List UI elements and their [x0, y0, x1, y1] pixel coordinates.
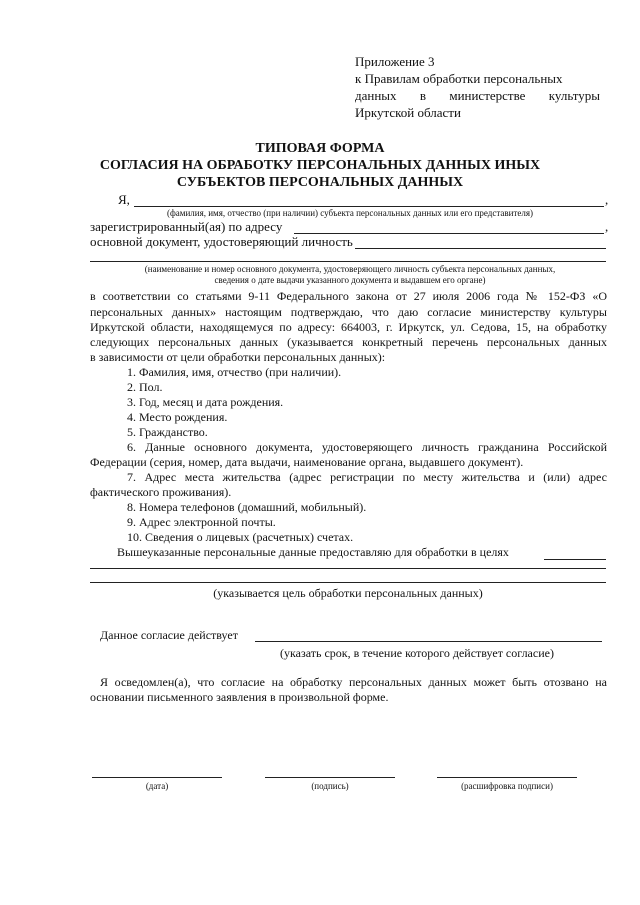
body-line-3: Иркутской области, находящемуся по адресу: 664003, г. Иркутск, ул. Седова, 15, на обработку	[90, 320, 607, 334]
purpose-hint: (указывается цель обработки персональных данных)	[213, 586, 483, 600]
transcript-field-line[interactable]	[437, 777, 577, 778]
document-field-line-2[interactable]	[90, 261, 606, 262]
notice-line-1: Я осведомлен(а), что согласие на обработку персональных данных может быть отозвано на	[100, 675, 607, 689]
list-item-continued: Федерации (серия, номер, дата выдачи, наименование органа, выдавшего документ).	[90, 455, 524, 469]
validity-label: Данное согласие действует	[100, 628, 238, 642]
form-title-line-3: СУБЪЕКТОВ ПЕРСОНАЛЬНЫХ ДАННЫХ	[176, 175, 464, 190]
date-label: (дата)	[145, 781, 169, 791]
form-title-line-2: СОГЛАСИЯ НА ОБРАБОТКУ ПЕРСОНАЛЬНЫХ ДАННЫХ ИНЫХ	[99, 158, 541, 173]
body-line-4: следующих персональных данных (указывается конкретный перечень персональных данных	[90, 335, 607, 349]
list-item: 5. Гражданство.	[127, 425, 208, 439]
document-hint: (наименование и номер основного документа, удостоверяющего личность субъекта персональных данных,	[144, 264, 556, 274]
list-item: 1. Фамилия, имя, отчество (при наличии).	[127, 365, 342, 379]
notice-line-2: основании письменного заявления в произвольной форме.	[90, 690, 389, 704]
body-line-5: в зависимости от цели обработки персональных данных):	[90, 350, 386, 364]
appendix-title: Приложение 3	[355, 54, 435, 69]
appendix-line-2: к Правилам обработки персональных	[355, 71, 563, 86]
document-field-line[interactable]	[355, 248, 606, 249]
purpose-field-line-2[interactable]	[90, 568, 606, 569]
consent-form-page: Приложение 3 к Правилам обработки персональных данных в министерстве культуры Иркутской области ТИПОВАЯ ФОРМА СОГЛАСИЯ НА ОБРАБОТКУ ПЕРСОНАЛЬНЫХ ДАННЫХ ИНЫХ СУБЪЕКТОВ ПЕРСОНАЛЬНЫХ ДАННЫХ Я, , (фамилия, имя, отчество (при наличии) субъекта персональных данных или его представителя) зарегистрированный(ая) по адресу , основной документ, удостоверяющий личность (наименование и номер основного документа, удостоверяющего личность субъекта персональных данных, сведения о дате выдачи указанного документа и выдавшем его органе) в соответствии со статьями 9-11 Федерального закона от 27 июля 2006 года № 152-ФЗ «О персональных данных» настоящим подтверждаю, что даю согласие министерству культуры Иркутской области, находящемуся по адресу: 664003, г. Иркутск, ул. Седова, 15, на обработку следующих персональных данных (указывается конкретный перечень персональных данных в зависимости от цели обработки персональных данных): 1. Фамилия, имя, отчество (при наличии). 2. Пол. 3. Год, месяц и дата рождения. 4. Место рождения. 5. Гражданство. 6. Данные основного документа, удостоверяющего личность гражданина Российской Федерации (серия, номер, дата выдачи, наименование органа, выдавшего документ). 7. Адрес места жительства (адрес регистрации по месту жительства и (или) адрес фактического проживания). 8. Номера телефонов (домашний, мобильный). 9. Адрес электронной почты. 10. Сведения о лицевых (расчетных) счетах. Вышеуказанные персональные данные предоставляю для обработки в целях (указывается цель обработки персональных данных) Данное согласие действует (указать срок, в течение которого действует согласие) Я осведомлен(а), что согласие на обработку персональных данных может быть отозвано на основании письменного заявления в произвольной форме. (дата) (подпись) (расшифровка подписи)	[0, 0, 640, 905]
document-label: основной документ, удостоверяющий личность	[90, 234, 353, 249]
list-item: 6. Данные основного документа, удостоверяющего личность гражданина Российской	[127, 440, 607, 454]
ya-label: Я,	[118, 192, 130, 207]
signature-field-line[interactable]	[265, 777, 395, 778]
purpose-label: Вышеуказанные персональные данные предоставляю для обработки в целях	[117, 545, 509, 559]
list-item: 4. Место рождения.	[127, 410, 228, 424]
signature-label: (подпись)	[311, 781, 349, 791]
transcript-label: (расшифровка подписи)	[461, 781, 553, 791]
list-item: 8. Номера телефонов (домашний, мобильный).	[127, 500, 367, 514]
list-item: 2. Пол.	[127, 380, 163, 394]
form-title: ТИПОВАЯ ФОРМА	[255, 141, 385, 156]
list-item-continued: фактического проживания).	[90, 485, 232, 499]
fio-hint: (фамилия, имя, отчество (при наличии) субъекта персональных данных или его представителя)	[166, 208, 534, 218]
list-item: 10. Сведения о лицевых (расчетных) счетах.	[127, 530, 354, 544]
body-line-1: в соответствии со статьями 9-11 Федерального закона от 27 июля 2006 года № 152-ФЗ «О	[90, 289, 607, 303]
list-item: 9. Адрес электронной почты.	[127, 515, 276, 529]
date-field-line[interactable]	[92, 777, 222, 778]
appendix-line-3: данных в министерстве культуры	[355, 88, 600, 103]
list-item: 7. Адрес места жительства (адрес регистрации по месту жительства и (или) адрес	[127, 470, 607, 484]
registered-label: зарегистрированный(ая) по адресу	[90, 219, 283, 234]
purpose-field-line[interactable]	[544, 559, 606, 560]
validity-field-line[interactable]	[255, 641, 602, 642]
purpose-field-line-3[interactable]	[90, 582, 606, 583]
appendix-line-4: Иркутской области	[355, 105, 461, 120]
document-hint-2: сведения о дате выдачи указанного документа и выдавшем его органе)	[214, 275, 486, 285]
validity-hint: (указать срок, в течение которого действует согласие)	[280, 646, 554, 660]
list-item: 3. Год, месяц и дата рождения.	[127, 395, 284, 409]
body-line-2: персональных данных» настоящим подтверждаю, что даю согласие министерству культуры	[90, 305, 607, 319]
fio-field-line[interactable]	[134, 206, 604, 207]
